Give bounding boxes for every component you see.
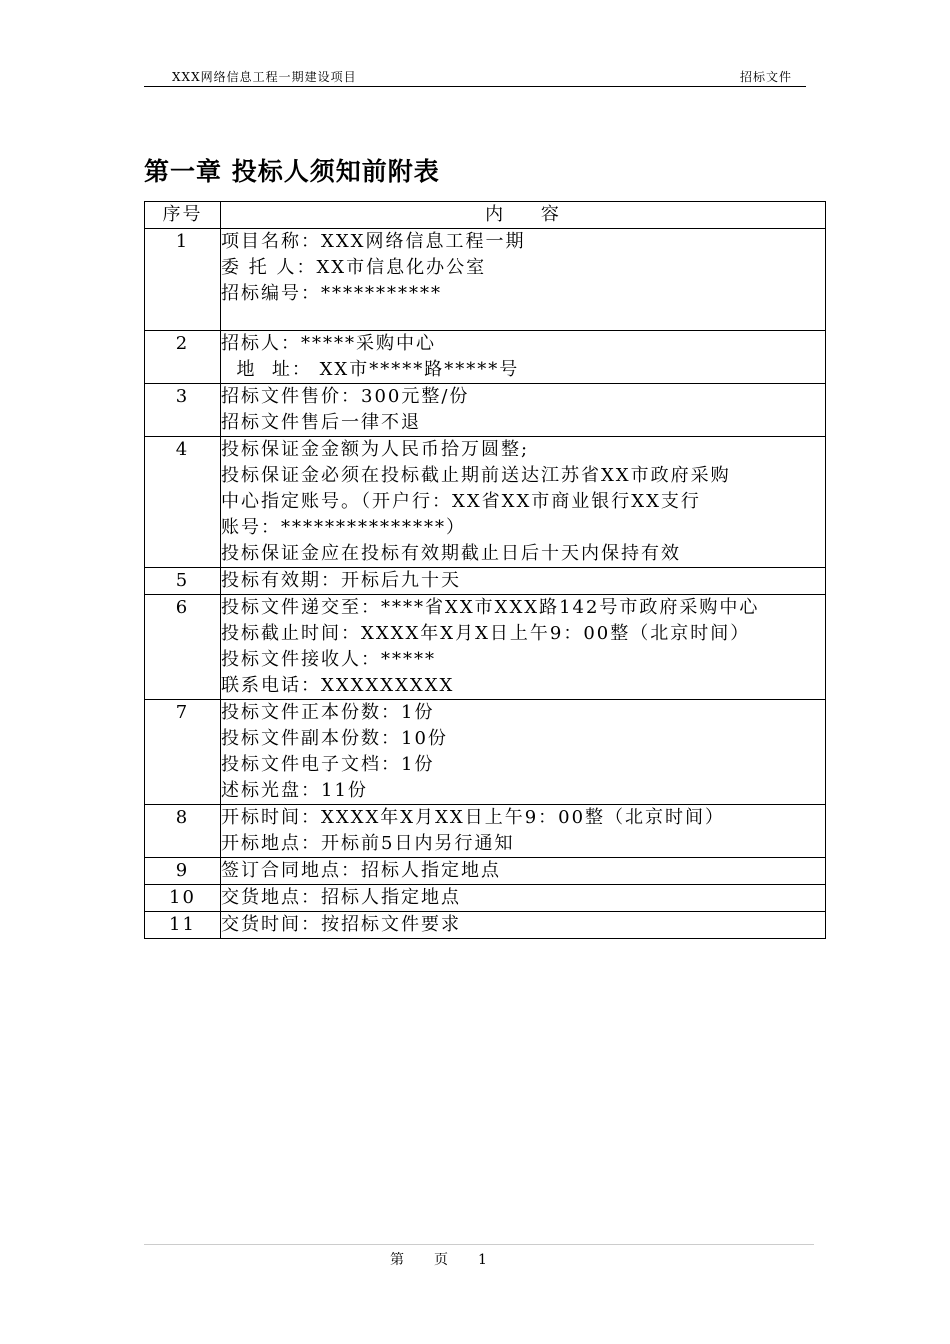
content-line: 账号：***************）	[221, 517, 466, 538]
row-number: 7	[145, 700, 221, 805]
table-row	[145, 885, 826, 912]
column-header-content: 内 容	[221, 202, 826, 229]
content-line: 投标保证金应在投标有效期截止日后十天内保持有效	[221, 543, 681, 564]
table-row	[145, 912, 826, 939]
content-line: 投标截止时间：XXXX年X月X日上午9：00整（北京时间）	[221, 623, 751, 644]
page-footer	[144, 1244, 814, 1268]
content-line: 委 托 人：XX市信息化办公室	[221, 257, 487, 278]
table-header-row	[145, 202, 826, 229]
row-number: 11	[145, 912, 221, 939]
content-line: 投标保证金金额为人民币拾万圆整;	[221, 439, 530, 460]
column-header-number: 序号	[145, 202, 221, 229]
row-content	[221, 805, 826, 858]
content-line: 投标保证金必须在投标截止期前送达江苏省XX市政府采购	[221, 465, 731, 486]
page-header	[144, 66, 806, 87]
content-line: 招标文件售后一律不退	[221, 412, 421, 433]
row-number: 5	[145, 568, 221, 595]
table-row	[145, 568, 826, 595]
content-line: 招标文件售价：300元整/份	[221, 386, 470, 407]
content-line: 中心指定账号。（开户行：XX省XX市商业银行XX支行	[221, 491, 701, 512]
header-project-name: XXX网络信息工程一期建设项目	[172, 70, 357, 84]
table-row	[145, 858, 826, 885]
table-row	[145, 437, 826, 568]
row-content	[221, 885, 826, 912]
page-label-prefix: 第	[390, 1252, 404, 1268]
content-line: 述标光盘：11份	[221, 780, 368, 801]
table-body	[145, 229, 826, 939]
row-number: 9	[145, 858, 221, 885]
content-line: 招标编号：***********	[221, 283, 442, 304]
table-row	[145, 595, 826, 700]
content-line: 投标有效期：开标后九十天	[221, 570, 461, 591]
row-number: 1	[145, 229, 221, 331]
table-row	[145, 700, 826, 805]
content-line: 交货地点：招标人指定地点	[221, 887, 461, 908]
content-line: 投标文件电子文档：1份	[221, 754, 435, 775]
row-content	[221, 595, 826, 700]
chapter-title: 第一章 投标人须知前附表	[144, 157, 440, 186]
content-line: 开标时间：XXXX年X月XX日上午9：00整（北京时间）	[221, 807, 726, 828]
content-line: 招标人：*****采购中心	[221, 333, 436, 354]
content-line: 交货时间：按招标文件要求	[221, 914, 461, 935]
table-row	[145, 384, 826, 437]
content-line: 地 址： XX市*****路*****号	[221, 359, 520, 380]
row-content	[221, 229, 826, 331]
page-number-label	[390, 1249, 517, 1269]
row-content	[221, 331, 826, 384]
row-number: 8	[145, 805, 221, 858]
row-content	[221, 700, 826, 805]
table-row	[145, 805, 826, 858]
content-line: 联系电话：XXXXXXXXX	[221, 675, 455, 696]
header-document-type: 招标文件	[739, 70, 792, 84]
row-content	[221, 568, 826, 595]
content-line: 投标文件接收人：*****	[221, 649, 436, 670]
table-row	[145, 331, 826, 384]
row-number: 6	[145, 595, 221, 700]
content-line: 项目名称：XXX网络信息工程一期	[221, 231, 526, 252]
row-content	[221, 912, 826, 939]
content-line: 开标地点：开标前5日内另行通知	[221, 833, 515, 854]
content-line: 签订合同地点：招标人指定地点	[221, 860, 501, 881]
row-number: 10	[145, 885, 221, 912]
row-number: 3	[145, 384, 221, 437]
content-line: 投标文件递交至：****省XX市XXX路142号市政府采购中心	[221, 597, 760, 618]
page-label-suffix: 页	[434, 1252, 448, 1268]
row-content	[221, 437, 826, 568]
bid-info-table	[144, 201, 826, 939]
table-row	[145, 229, 826, 331]
row-content	[221, 858, 826, 885]
content-line: 投标文件正本份数：1份	[221, 702, 435, 723]
row-content	[221, 384, 826, 437]
page-number: 1	[478, 1252, 487, 1268]
row-number: 2	[145, 331, 221, 384]
row-number: 4	[145, 437, 221, 568]
content-line: 投标文件副本份数：10份	[221, 728, 448, 749]
